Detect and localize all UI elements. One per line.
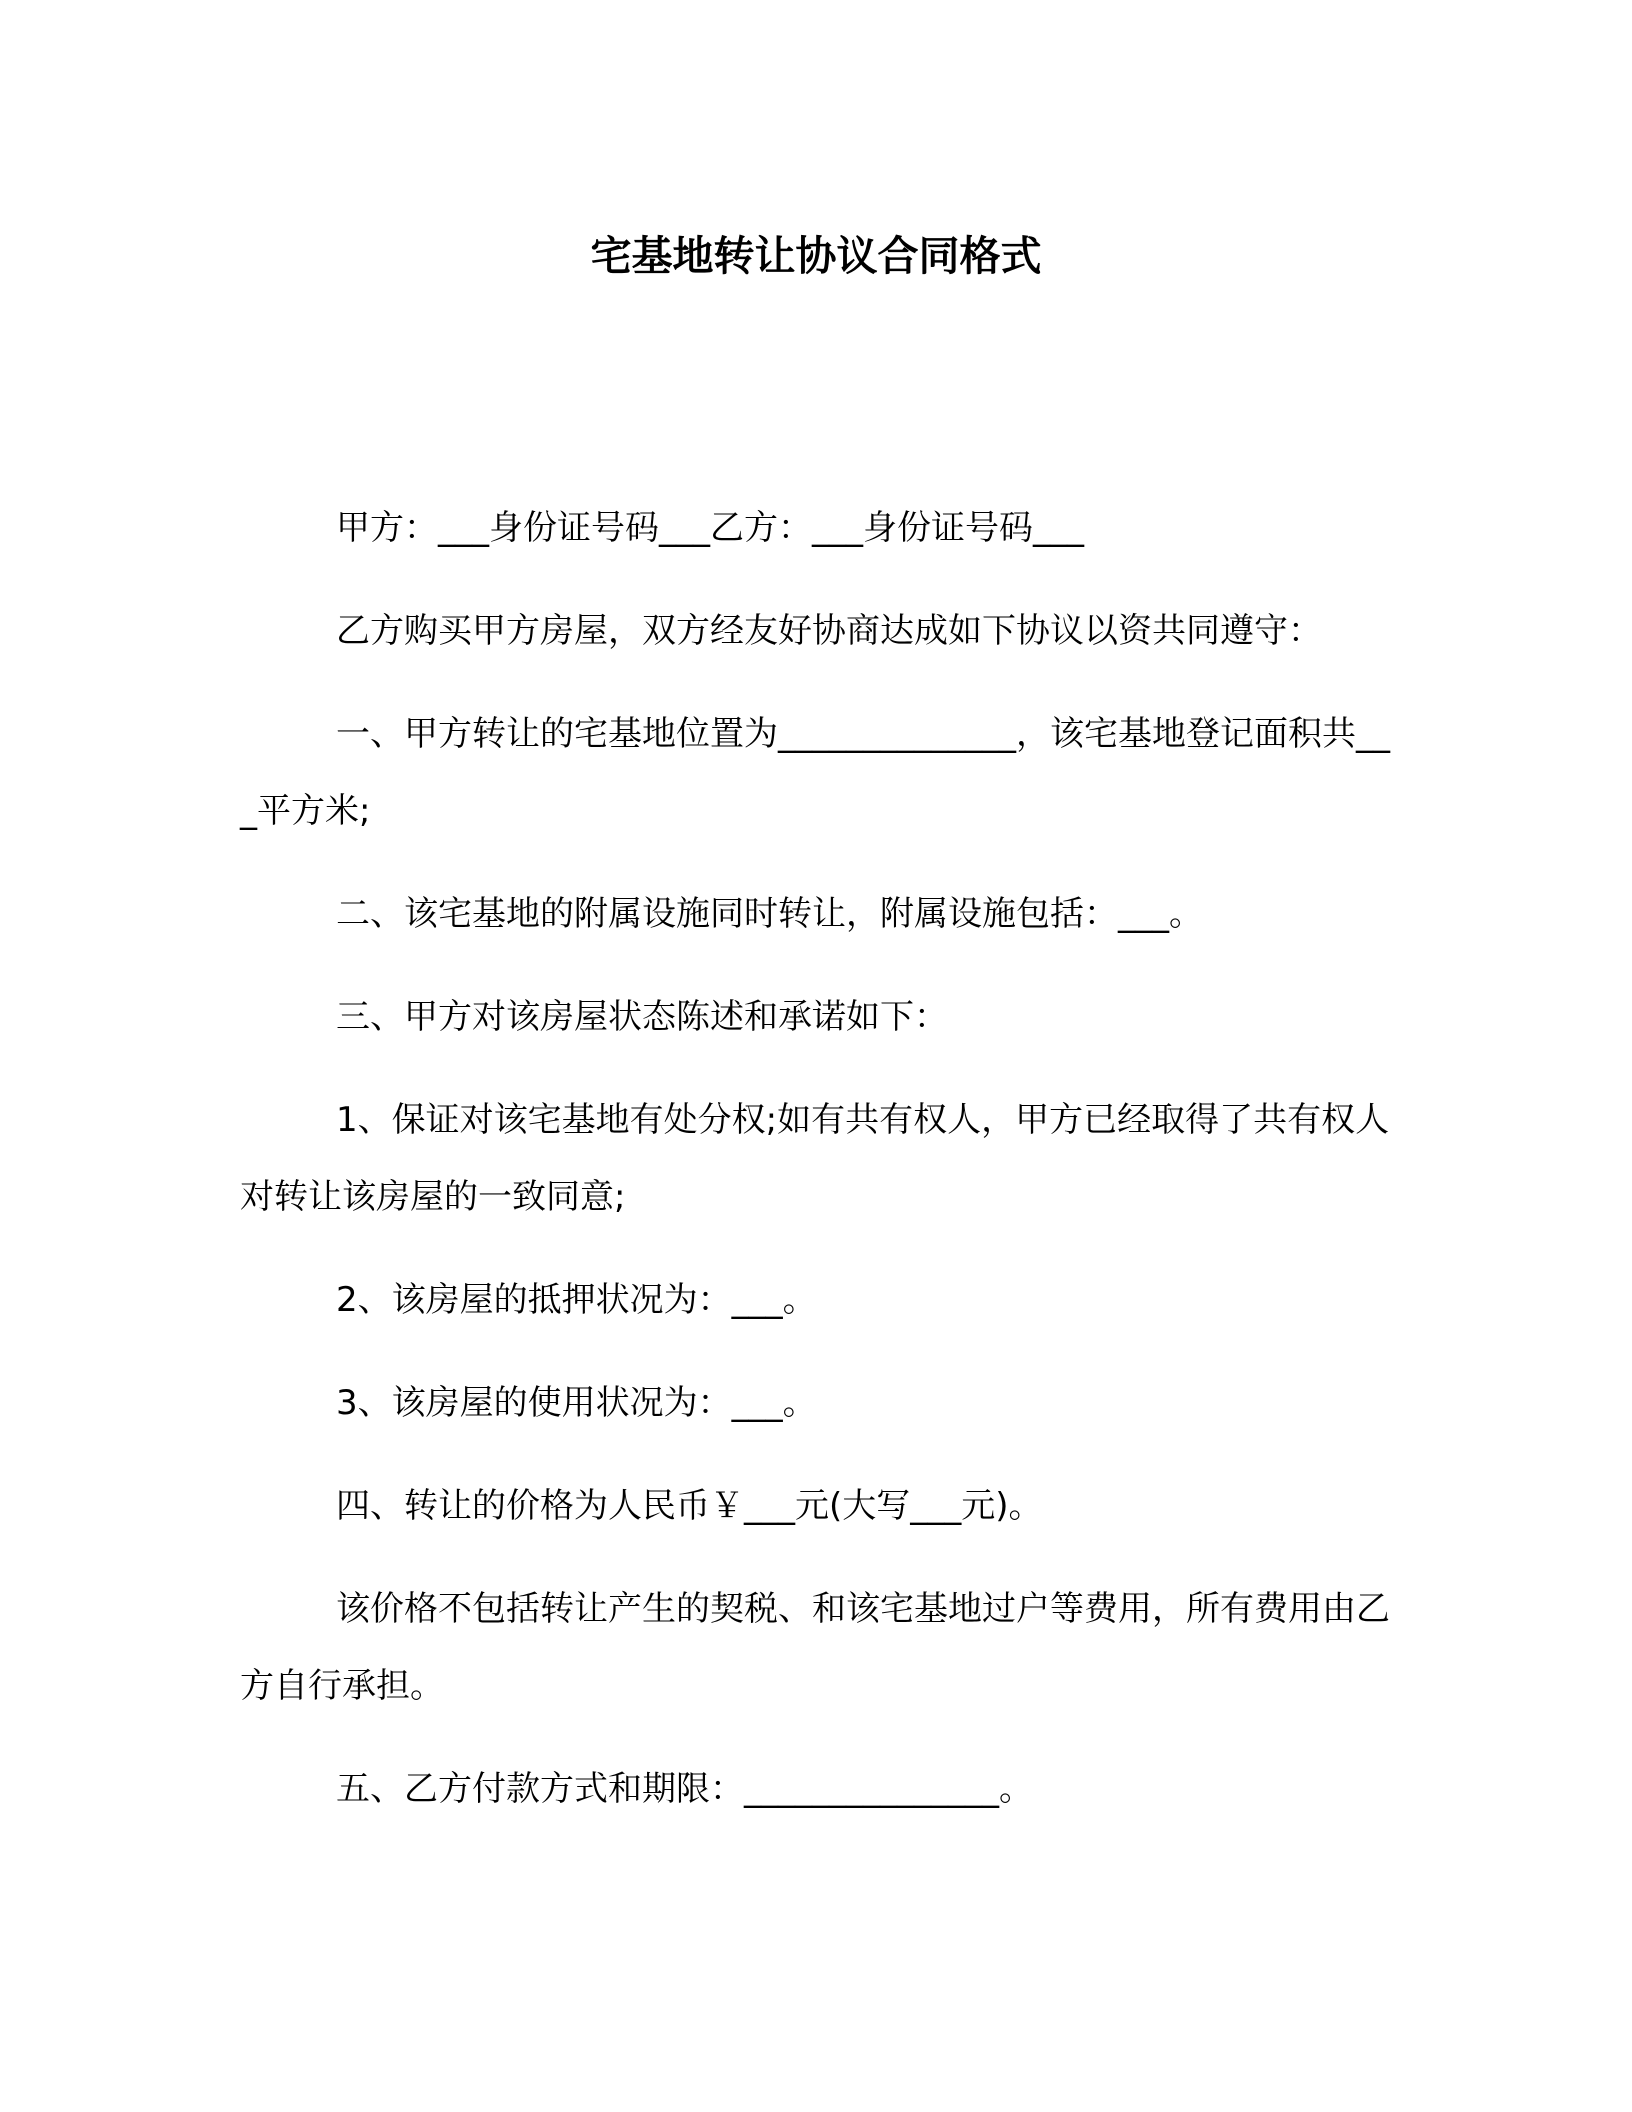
- paragraph-clause-3-item-2: 2、该房屋的抵押状况为：___。: [336, 1280, 817, 1320]
- paragraph-clause-3-item-3: 3、该房屋的使用状况为：___。: [336, 1383, 817, 1423]
- paragraph-preamble: 乙方购买甲方房屋，双方经友好协商达成如下协议以资共同遵守：: [336, 611, 1322, 651]
- paragraph-clause-1: 一、甲方转让的宅基地位置为______________，该宅基地登记面积共___平方米;: [240, 714, 1390, 831]
- paragraph-clause-5: 五、乙方付款方式和期限：_______________。: [336, 1769, 1033, 1809]
- paragraph-clause-2: 二、该宅基地的附属设施同时转让，附属设施包括：___。: [336, 894, 1203, 934]
- paragraph-clause-3: 三、甲方对该房屋状态陈述和承诺如下：: [336, 997, 948, 1037]
- paragraph-clause-3-item-1: 1、保证对该宅基地有处分权;如有共有权人，甲方已经取得了共有权人对转让该房屋的一致同意;: [240, 1100, 1390, 1217]
- paragraph-clause-4-note: 该价格不包括转让产生的契税、和该宅基地过户等费用，所有费用由乙方自行承担。: [240, 1589, 1390, 1706]
- document-body: [240, 490, 1400, 1854]
- paragraph-clause-4: 四、转让的价格为人民币￥___元(大写___元)。: [336, 1486, 1043, 1526]
- document-title: 宅基地转让协议合同格式: [590, 232, 1042, 280]
- paragraph-parties: 甲方：___身份证号码___乙方：___身份证号码___: [336, 508, 1084, 548]
